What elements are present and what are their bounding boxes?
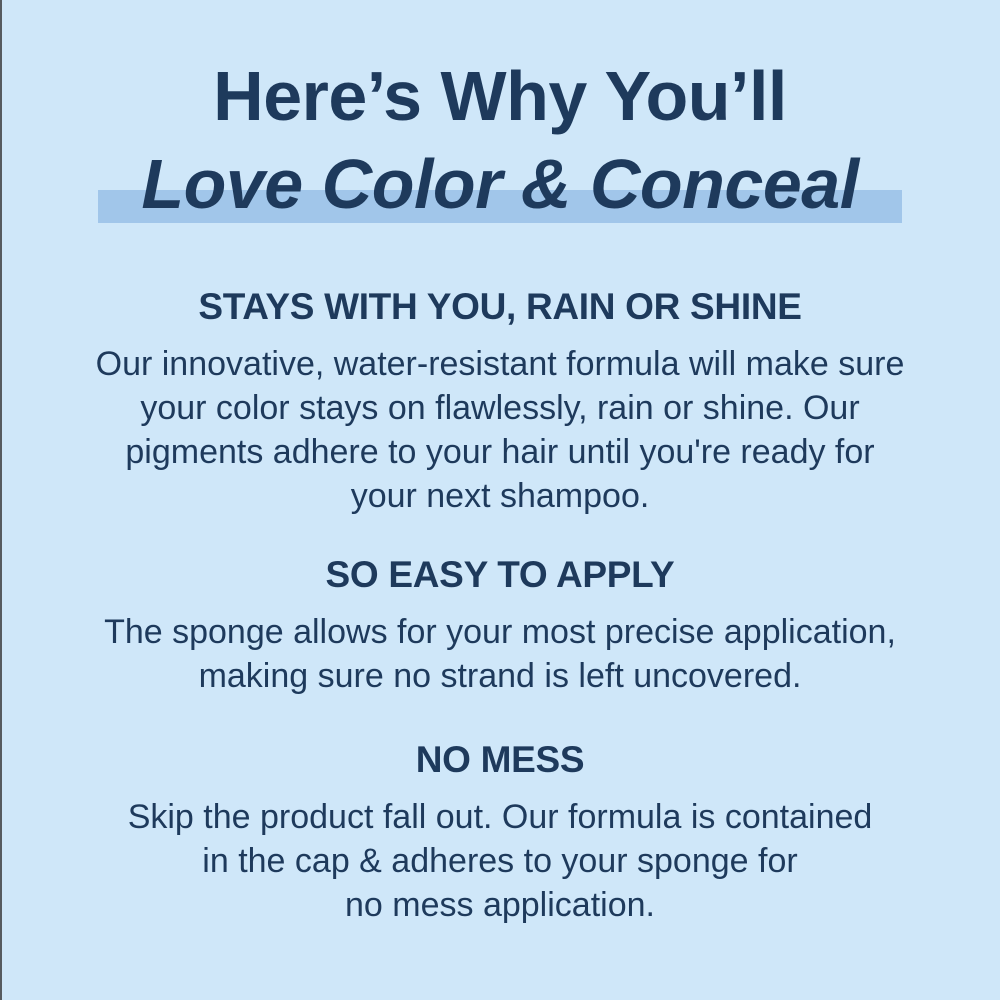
body-line: pigments adhere to your hair until you're ready for — [125, 433, 875, 471]
body-line: your next shampoo. — [350, 477, 650, 515]
section-body-no-mess — [0, 795, 1000, 927]
title-line-1: Here’s Why You’ll — [213, 57, 787, 135]
section-body-easy-to-apply — [0, 610, 1000, 698]
section-no-mess — [0, 737, 1000, 927]
body-line: in the cap & adheres to your sponge for — [202, 842, 798, 880]
body-line: Skip the product fall out. Our formula is contained — [127, 798, 873, 836]
body-line: Our innovative, water-resistant formula will make sure — [95, 345, 905, 383]
section-body-stays-with-you — [0, 342, 1000, 518]
title-block — [0, 0, 1000, 228]
section-easy-to-apply — [0, 552, 1000, 698]
title-line-2: Love Color & Conceal — [141, 145, 859, 223]
body-line: no mess application. — [345, 886, 655, 924]
body-line: your color stays on flawlessly, rain or shine. Our — [140, 389, 860, 427]
section-heading-easy-to-apply: SO EASY TO APPLY — [325, 554, 675, 595]
section-heading-no-mess: NO MESS — [415, 739, 585, 780]
section-stays-with-you — [0, 284, 1000, 518]
body-line: making sure no strand is left uncovered. — [198, 657, 802, 695]
section-heading-stays-with-you: STAYS WITH YOU, RAIN OR SHINE — [198, 286, 802, 327]
body-line: The sponge allows for your most precise application, — [104, 613, 896, 651]
title-line-2-wrap — [0, 140, 1000, 228]
